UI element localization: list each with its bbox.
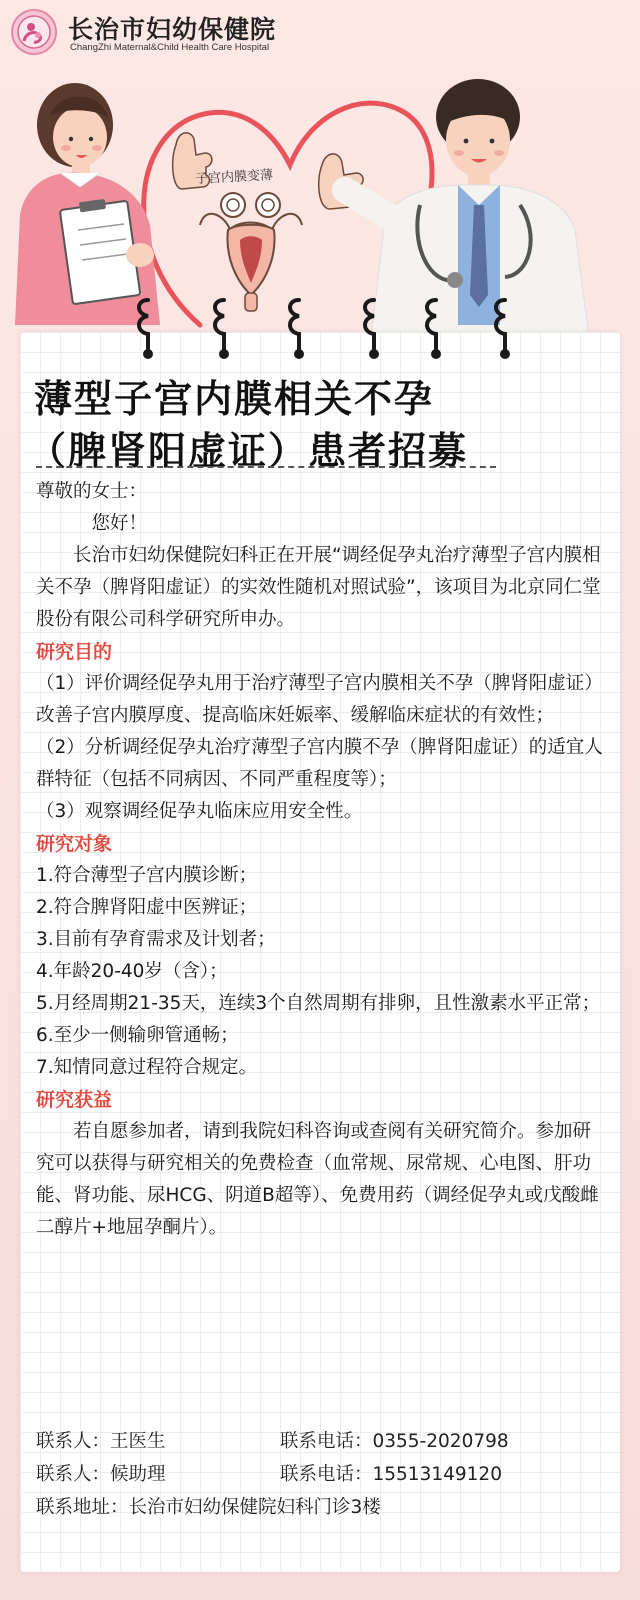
contact-phone-1[interactable]: 联系电话：0355-2020798 — [280, 1431, 509, 1452]
ring-6 — [496, 300, 505, 352]
main-content — [36, 476, 606, 1244]
contact-row — [36, 1491, 606, 1524]
contact-row — [36, 1425, 606, 1458]
ring-1 — [139, 300, 148, 352]
subject-item: 6.至少一侧输卵管通畅； — [36, 1025, 239, 1046]
hello-text: 您好！ — [91, 513, 148, 534]
page-title-line1: 薄型子宫内膜相关不孕 — [34, 377, 435, 421]
subject-item: 1.符合薄型子宫内膜诊断； — [36, 865, 258, 886]
purpose-item: （2）分析调经促孕丸治疗薄型子宫内膜不孕（脾肾阳虚证）的适宜人群特征（包括不同病因、不同严重程度等）； — [36, 737, 603, 790]
contact-person-2: 联系人：候助理 — [36, 1464, 166, 1485]
contact-block — [36, 1425, 606, 1524]
benefits-paragraph: 若自愿参加者，请到我院妇科咨询或查阅有关研究简介。参加研究可以获得与研究相关的免费检查（血常规、尿常规、心电图、肝功能、肾功能、尿HCG、阴道B超等）、免费用药（调经促孕丸或戊酸雌二醇片+地屈孕酮片）。 — [36, 1121, 599, 1238]
subject-item: 2.符合脾肾阳虚中医辨证； — [36, 897, 258, 918]
greeting: 尊敬的女士： — [36, 481, 148, 502]
ring-2 — [215, 300, 224, 352]
ring-4 — [365, 300, 374, 352]
uterus-label: 子宫内膜变薄 — [194, 167, 274, 188]
hospital-logo-icon — [10, 8, 58, 56]
subject-item: 7.知情同意过程符合规定。 — [36, 1057, 258, 1078]
notebook-rings — [0, 290, 640, 370]
benefits-heading: 研究获益 — [36, 1089, 113, 1111]
subject-item: 4.年龄20-40岁（含）； — [36, 961, 228, 982]
hospital-name-cn: 长治市妇幼保健院 — [68, 15, 277, 44]
title-divider — [36, 466, 496, 468]
hospital-header — [10, 6, 330, 56]
page-title-line2: （脾肾阳虚证）患者招募 — [28, 429, 469, 473]
purpose-item: （1）评价调经促孕丸用于治疗薄型子宫内膜相关不孕（脾肾阳虚证）改善子宫内膜厚度、提高临床妊娠率、缓解临床症状的有效性； — [36, 673, 603, 726]
subjects-heading: 研究对象 — [36, 833, 113, 855]
ring-3 — [290, 300, 299, 352]
ring-5 — [427, 300, 436, 352]
nurse-figure — [15, 83, 160, 325]
contact-person-1: 联系人：王医生 — [36, 1431, 166, 1452]
purpose-item: （3）观察调经促孕丸临床应用安全性。 — [36, 801, 363, 822]
contact-address: 联系地址：长治市妇幼保健院妇科门诊3楼 — [36, 1497, 381, 1518]
subject-item: 3.目前有孕育需求及计划者； — [36, 929, 276, 950]
contact-row — [36, 1458, 606, 1491]
hospital-name-en: ChangZhi Maternal&Child Health Care Hospital — [70, 42, 270, 53]
intro-paragraph: 长治市妇幼保健院妇科正在开展“调经促孕丸治疗薄型子宫内膜相关不孕（脾肾阳虚证）的实效性随机对照试验”，该项目为北京同仁堂股份有限公司科学研究所申办。 — [36, 545, 601, 630]
subject-item: 5.月经周期21-35天，连续3个自然周期有排卵，且性激素水平正常； — [36, 993, 601, 1014]
contact-phone-2[interactable]: 联系电话：15513149120 — [280, 1464, 502, 1485]
purpose-heading: 研究目的 — [36, 641, 113, 663]
